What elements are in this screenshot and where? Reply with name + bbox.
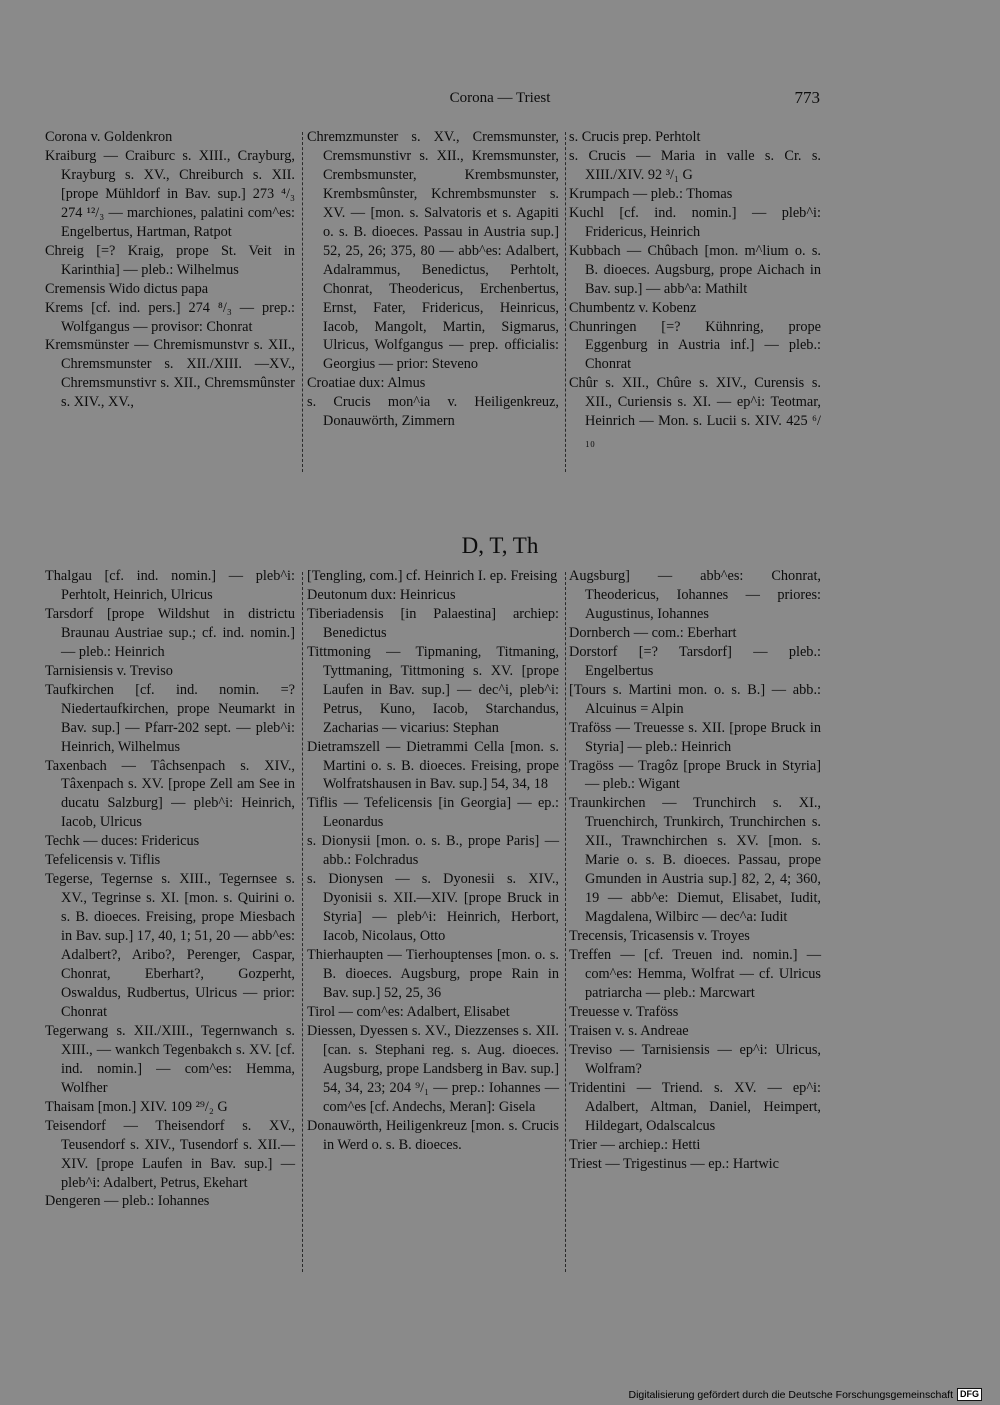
entry: Traunkirchen — Trunchirch s. XI., Truenchirch, Trunkirch, Trunchirchen s. XII., Trawnchirchen s. XV. [mon. s. Marie o. s. B. dioeces. Passau, prope Gmunden in Austria sup.] 82, 2, 4; 360, 19 — abb^e: Diemut, Elisabet, Iudit, Magdalena, Wilbirc — dec^a: Iudit	[569, 795, 821, 926]
entry: Treviso — Tarnisiensis — ep^i: Ulricus, Wolfram?	[569, 1041, 821, 1077]
entry: Chreig [=? Kraig, prope St. Veit in Karinthia] — pleb.: Wilhelmus	[45, 242, 295, 278]
entry: Kraiburg — Craiburc s. XIII., Crayburg, Krayburg s. XV., Chreiburch s. XII. [prope Mühldorf in Bav. sup.] 273 ⁴/₃ 274 ¹²/₃ — marchiones, palatini com^es: Engelbertus, Hartman, Ratpot	[45, 147, 295, 240]
entry: Teisendorf — Theisendorf s. XV., Teusendorf s. XIV., Tusendorf s. XII.—XIV. [prope Laufen in Bav. sup.] — pleb^i: Adalbert, Petrus, Ekehart	[45, 1117, 295, 1191]
entry: Taxenbach — Tâchsenpach s. XIV., Tâxenpach s. XV. [prope Zell am See in ducatu Salzburg] — pleb^i: Heinrich, Iacob, Ulricus	[45, 757, 295, 831]
entry: Chremzmunster s. XV., Cremsmunster, Cremsmunstivr s. XII., Kremsmunster, Crembsmunster, Krembsmunster, Krembsmûnster, Kchrembsmunster s. XV. — [mon. s. Salvatoris et s. Agapiti o. s. B. dioeces. Passau in Austria sup.] 52, 25, 26; 375, 80 — abb^es: Adalbert, Adalrammus, Benedictus, Perhtolt, Chonrat, Theodericus, Erchenbertus, Ernst, Fater, Fridericus, Heinricus, Iacob, Mangolt, Martin, Sigmarus, Ulricus, Wolfgangus — prep. officialis: Georgius — prior: Steveno	[307, 129, 559, 373]
entry: Deutonum dux: Heinricus	[307, 586, 456, 603]
entry: Tittmoning — Tipmaning, Titmaning, Tyttmaning, Tittmoning s. XV. [prope Laufen in Bav. sup.] — dec^i, pleb^i: Petrus, Kuno, Iacob, Starchandus, Zacharias — vicarius: Stephan	[307, 643, 559, 736]
section-heading: D, T, Th	[461, 533, 539, 558]
entry: Treffen — [cf. Treuen ind. nomin.] — com^es: Hemma, Wolfrat — cf. Ulricus patriarcha — pleb.: Marcwart	[569, 947, 821, 1001]
entry: Chûr s. XII., Chûre s. XIV., Curensis s. XII., Curiensis s. XI. — ep^i: Teotmar, Heinrich — Mon. s. Lucii s. XIV. 425 ⁶/₁₀	[569, 375, 821, 449]
entry: Diessen, Dyessen s. XV., Diezzenses s. XII. [can. s. Stephani reg. s. Aug. dioeces. Augsburg, prope Landsberg in Bav. sup.] 54, 34, 23; 204 ⁹/₁ — prep.: Iohannes — com^es [cf. Andechs, Meran]: Gisela	[307, 1022, 559, 1115]
entry: Tirol — com^es: Adalbert, Elisabet	[307, 1003, 510, 1020]
entry: Treuesse v. Traföss	[569, 1003, 679, 1020]
entry: Chumbentz v. Kobenz	[569, 299, 697, 316]
entry: Tridentini — Triend. s. XV. — ep^i: Adalbert, Altman, Daniel, Heimpert, Hildegart, Odalscalcus	[569, 1079, 821, 1134]
entry: Kuchl [cf. ind. nomin.] — pleb^i: Fridericus, Heinrich	[569, 204, 821, 240]
page-number: 773	[794, 88, 820, 107]
entry: Kubbach — Chûbach [mon. m^lium o. s. B. dioeces. Augsburg, prope Aichach in Bav. sup.] — abb^a: Mathilt	[569, 242, 821, 297]
entry: Dornberch — com.: Eberhart	[569, 624, 737, 641]
column-rule	[302, 132, 303, 472]
entry: Taufkirchen [cf. ind. nomin. =? Niedertaufkirchen, prope Neumarkt in Bav. sup.] — Pfarr-202 sept. — pleb^i: Heinrich, Wilhelmus	[45, 681, 295, 755]
entry: s. Crucis mon^ia v. Heiligenkreuz, Donauwörth, Zimmern	[307, 394, 559, 430]
entry: Croatiae dux: Almus	[307, 375, 426, 392]
entry: Dengeren — pleb.: Iohannes	[45, 1193, 210, 1210]
entry: Thierhaupten — Tierhouptenses [mon. o. s. B. dioeces. Augsburg, prope Rain in Bav. sup.] 52, 25, 36	[307, 947, 559, 1001]
entry: Traisen v. s. Andreae	[569, 1022, 689, 1039]
entry: s. Crucis — Maria in valle s. Cr. s. XIII./XIV. 92 ³/₁ G	[569, 147, 821, 183]
entry: Tarnisiensis v. Treviso	[45, 662, 173, 679]
entry: Tarsdorf [prope Wildshut in districtu Braunau Austriae sup.; cf. ind. nomin.] — pleb.: Heinrich	[45, 605, 295, 660]
entry: s. Dionysii [mon. o. s. B., prope Paris] — abb.: Folchradus	[307, 833, 559, 869]
entry: Techk — duces: Fridericus	[45, 833, 200, 850]
entry: Dorstorf [=? Tarsdorf] — pleb.: Engelbertus	[569, 643, 821, 679]
entry: Tiflis — Tefelicensis [in Georgia] — ep.: Leonardus	[307, 795, 559, 831]
entry: Thalgau [cf. ind. nomin.] — pleb^i: Perhtolt, Heinrich, Ulricus	[45, 568, 295, 603]
footer-credit: Digitalisierung gefördert durch die Deutsche Forschungsgemeinschaft	[628, 1388, 953, 1401]
top-column-2	[307, 128, 559, 431]
entry: Trier — archiep.: Hetti	[569, 1136, 701, 1153]
entry: Donauwörth, Heiligenkreuz [mon. s. Crucis in Werd o. s. B. dioeces.	[307, 1117, 559, 1153]
entry: Kremsmünster — Chremismunstvr s. XII., Chremsmunster s. XII./XIII. —XV., Chremsmunstivr s. XII., Chremsmûnster s. XIV., XV.,	[45, 337, 295, 411]
entry: Krumpach — pleb.: Thomas	[569, 185, 733, 202]
entry: Tegerwang s. XII./XIII., Tegernwanch s. XIII., — wankch Tegenbakch s. XV. [cf. ind. nomin.] — com^es: Hemma, Wolfher	[45, 1022, 295, 1096]
entry: [Tengling, com.] cf. Heinrich I. ep. Freising	[307, 568, 558, 584]
entry: s. Dionysen — s. Dyonesii s. XIV., Dyonisii s. XII.—XIV. [prope Bruck in Styria] — pleb^i: Heinrich, Herbort, Iacob, Nicolaus, Otto	[307, 871, 559, 945]
entry: Chunringen [=? Kühnring, prope Eggenburg in Austria inf.] — pleb.: Chonrat	[569, 318, 821, 373]
entry: Dietramszell — Dietrammi Cella [mon. s. Martini o. s. B. dioeces. Freising, prope Wolfratshausen in Bav. sup.] 54, 34, 18	[307, 738, 559, 793]
column-rule	[302, 572, 303, 1272]
entry: Traföss — Treuesse s. XII. [prope Bruck in Styria] — pleb.: Heinrich	[569, 719, 821, 755]
column-rule	[565, 572, 566, 1272]
running-header-title: Corona — Triest	[449, 90, 551, 106]
bottom-column-1	[45, 567, 295, 1211]
entry: Augsburg] — abb^es: Chonrat, Theodericus, Iohannes — priores: Augustinus, Iohannes	[569, 568, 821, 622]
column-rule	[565, 132, 566, 472]
entry: s. Crucis prep. Perhtolt	[569, 129, 701, 145]
entry: Corona v. Goldenkron	[45, 129, 173, 145]
dfg-logo-icon: DFG	[957, 1388, 982, 1401]
top-column-3	[569, 128, 821, 450]
entry: Tragöss — Tragôz [prope Bruck in Styria] — pleb.: Wigant	[569, 757, 821, 793]
entry: Tegerse, Tegernse s. XIII., Tegernsee s. XV., Tegrinse s. XI. [mon. s. Quirini o. s. B. dioeces. Freising, prope Miesbach in Bav. sup.] 17, 40, 1; 51, 20 — abb^es: Adalbert?, Aribo?, Perenger, Caspar, Chonrat, Eberhart?, Gozperht, Oswaldus, Rudbertus, Ulricus — prior: Chonrat	[45, 871, 295, 1020]
entry: Tiberiadensis [in Palaestina] archiep: Benedictus	[307, 605, 559, 641]
top-column-1	[45, 128, 295, 412]
entry: Trecensis, Tricasensis v. Troyes	[569, 928, 750, 945]
bottom-column-3	[569, 567, 821, 1174]
entry: Tefelicensis v. Tiflis	[45, 852, 161, 869]
footer	[628, 1388, 982, 1401]
entry: Cremensis Wido dictus papa	[45, 280, 209, 297]
entry: [Tours s. Martini mon. o. s. B.] — abb.: Alcuinus = Alpin	[569, 681, 821, 717]
entry: Thaisam [mon.] XIV. 109 ²⁹/₂ G	[45, 1098, 228, 1115]
entry: Krems [cf. ind. pers.] 274 ⁸/₃ — prep.: Wolfgangus — provisor: Chonrat	[45, 299, 295, 335]
bottom-column-2	[307, 567, 559, 1155]
entry: Triest — Trigestinus — ep.: Hartwic	[569, 1155, 779, 1172]
